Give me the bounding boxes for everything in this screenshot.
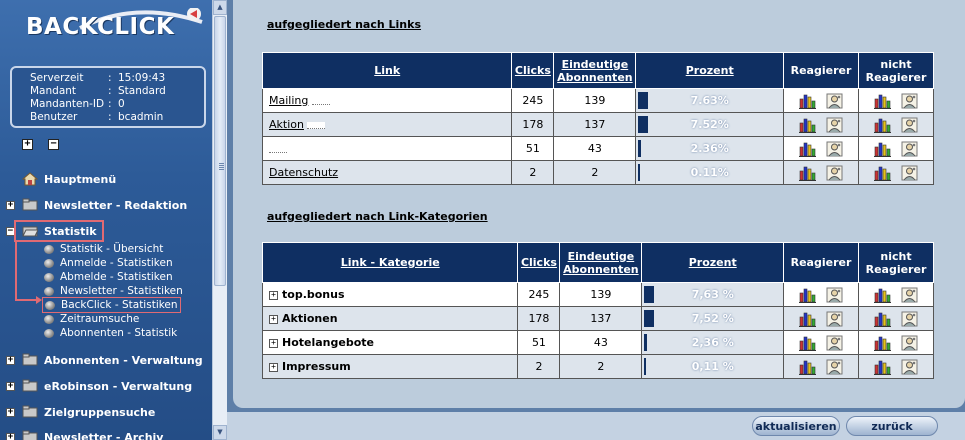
folder-icon <box>22 405 38 419</box>
folder-icon <box>22 198 38 212</box>
info-row-user: Benutzer : bcadmin <box>30 111 164 123</box>
unique-cell: 2 <box>554 161 636 185</box>
person-icon[interactable] <box>826 141 843 157</box>
person-icon[interactable] <box>901 93 918 109</box>
categories-table <box>262 242 934 379</box>
col-unique[interactable]: Eindeutige Abonnenten <box>560 243 642 283</box>
reacted-cell <box>784 307 859 331</box>
bar-chart-icon[interactable] <box>799 287 816 303</box>
sidebar-subitem-backclick-statistiken[interactable]: BackClick - Statistiken <box>42 297 181 313</box>
expand-icon[interactable]: + <box>269 363 278 372</box>
bar-chart-icon[interactable] <box>874 359 891 375</box>
bar-chart-icon[interactable] <box>799 165 816 181</box>
col-unique[interactable]: Eindeutige Abonnenten <box>554 53 636 89</box>
table-row <box>263 307 934 331</box>
table-row <box>263 137 934 161</box>
percent-value: 7,52 % <box>691 312 734 325</box>
percent-value: 7.63% <box>690 94 729 107</box>
redacted-text <box>312 98 330 105</box>
person-icon[interactable] <box>826 117 843 133</box>
expand-icon[interactable]: + <box>7 354 14 365</box>
info-row-client-id: Mandanten-ID : 0 <box>30 98 125 110</box>
person-icon[interactable] <box>901 165 918 181</box>
table-row <box>263 283 934 307</box>
table-row <box>263 89 934 113</box>
bar-chart-icon[interactable] <box>799 335 816 351</box>
person-icon[interactable] <box>901 359 918 375</box>
collapse-all-button[interactable]: − <box>48 139 59 150</box>
not-reacted-cell <box>859 161 934 185</box>
unique-cell: 139 <box>560 283 642 307</box>
unique-cell: 137 <box>560 307 642 331</box>
info-row-server-time: Serverzeit : 15:09:43 <box>30 72 166 84</box>
clicks-cell: 2 <box>512 161 554 185</box>
bar-chart-icon[interactable] <box>874 335 891 351</box>
clicks-cell: 51 <box>512 137 554 161</box>
sidebar-scrollbar[interactable] <box>212 0 227 440</box>
unique-cell: 139 <box>554 89 636 113</box>
disk-icon <box>44 259 54 268</box>
person-icon[interactable] <box>826 335 843 351</box>
reacted-cell <box>784 137 859 161</box>
clicks-cell: 178 <box>512 113 554 137</box>
category-cell[interactable]: + Impressum <box>263 355 518 379</box>
categories-section-title: aufgegliedert nach Link-Kategorien <box>267 210 488 223</box>
scroll-down-icon[interactable]: ▼ <box>213 425 227 440</box>
reacted-cell <box>784 355 859 379</box>
person-icon[interactable] <box>826 287 843 303</box>
link-cell[interactable]: Aktion <box>263 113 512 137</box>
clicks-cell: 245 <box>512 89 554 113</box>
scroll-up-icon[interactable]: ▲ <box>213 0 227 15</box>
logo-text: BACKCLICK <box>26 14 175 40</box>
sidebar-subitem-abonnenten-statistik[interactable]: Abonnenten - Statistik <box>44 326 177 340</box>
bar-chart-icon[interactable] <box>799 117 816 133</box>
bar-chart-icon[interactable] <box>874 141 891 157</box>
clicks-cell: 2 <box>518 355 560 379</box>
unique-cell: 43 <box>560 331 642 355</box>
main-content-panel <box>233 0 965 408</box>
refresh-button[interactable]: aktualisieren <box>752 416 840 436</box>
expand-all-button[interactable]: + <box>22 139 33 150</box>
expand-icon[interactable]: + <box>7 199 14 210</box>
sidebar-subitem-abmelde-statistiken[interactable]: Abmelde - Statistiken <box>44 270 173 284</box>
table-row <box>263 161 934 185</box>
category-cell[interactable]: + Hotelangebote <box>263 331 518 355</box>
percent-value: 7,63 % <box>691 288 734 301</box>
sidebar-subitem-zeitraumsuche[interactable]: Zeitraumsuche <box>44 312 139 326</box>
bar-chart-icon[interactable] <box>799 359 816 375</box>
person-icon[interactable] <box>901 141 918 157</box>
reacted-cell <box>784 113 859 137</box>
unique-cell: 137 <box>554 113 636 137</box>
person-icon[interactable] <box>826 93 843 109</box>
percent-cell <box>642 283 784 307</box>
reacted-cell <box>784 89 859 113</box>
percent-cell <box>636 113 784 137</box>
percent-value: 2,36 % <box>691 336 734 349</box>
highlight-frame <box>14 220 104 242</box>
expand-icon[interactable]: + <box>269 291 278 300</box>
reacted-cell <box>784 161 859 185</box>
disk-icon <box>44 273 54 282</box>
info-row-client: Mandant : Standard <box>30 85 166 97</box>
disk-icon <box>45 301 55 310</box>
col-reacted: Reagierer <box>784 53 859 89</box>
clicks-cell: 51 <box>518 331 560 355</box>
not-reacted-cell <box>858 283 933 307</box>
not-reacted-cell <box>858 331 933 355</box>
clicks-cell: 245 <box>518 283 560 307</box>
bar-chart-icon[interactable] <box>874 93 891 109</box>
folder-icon <box>22 430 38 440</box>
percent-value: 7.52% <box>690 118 729 131</box>
percent-cell <box>642 331 784 355</box>
not-reacted-cell <box>858 355 933 379</box>
unique-cell: 43 <box>554 137 636 161</box>
highlight-arrow-icon <box>14 240 44 304</box>
bar-chart-icon[interactable] <box>874 287 891 303</box>
bar-chart-icon[interactable] <box>799 311 816 327</box>
person-icon[interactable] <box>901 117 918 133</box>
not-reacted-cell <box>858 307 933 331</box>
not-reacted-cell <box>859 113 934 137</box>
disk-icon <box>44 287 54 296</box>
percent-cell <box>642 355 784 379</box>
percent-value: 0.11% <box>690 166 729 179</box>
links-table <box>262 52 934 185</box>
sidebar-subitem-newsletter-statistiken[interactable]: Newsletter - Statistiken <box>44 284 183 298</box>
collapse-icon[interactable]: − <box>7 225 14 236</box>
reacted-cell <box>784 283 859 307</box>
links-section-title: aufgegliedert nach Links <box>267 18 422 31</box>
person-icon[interactable] <box>826 165 843 181</box>
sidebar-subitem-anmelde-statistiken[interactable]: Anmelde - Statistiken <box>44 256 173 270</box>
person-icon[interactable] <box>901 311 918 327</box>
expand-icon[interactable]: + <box>7 431 14 440</box>
percent-value: 0,11 % <box>691 360 734 373</box>
col-percent[interactable]: Prozent <box>636 53 784 89</box>
expand-icon[interactable]: + <box>269 315 278 324</box>
disk-icon <box>44 245 54 254</box>
col-reacted: Reagierer <box>784 243 859 283</box>
sidebar-subitem-statistik-uebersicht[interactable]: Statistik - Übersicht <box>44 242 163 256</box>
home-icon <box>22 172 38 186</box>
bar-chart-icon[interactable] <box>874 311 891 327</box>
category-cell[interactable]: + Aktionen <box>263 307 518 331</box>
expand-icon[interactable]: + <box>7 380 14 391</box>
table-row <box>263 355 934 379</box>
table-row <box>263 113 934 137</box>
scroll-thumb[interactable] <box>214 16 226 286</box>
percent-cell <box>636 161 784 185</box>
person-icon[interactable] <box>826 311 843 327</box>
col-not-reacted: nicht Reagierer <box>859 53 934 89</box>
grip-icon <box>219 163 224 171</box>
folder-icon <box>22 353 38 367</box>
not-reacted-cell <box>859 89 934 113</box>
col-clicks[interactable]: Clicks <box>512 53 554 89</box>
link-cell[interactable] <box>263 137 512 161</box>
percent-cell <box>642 307 784 331</box>
reacted-cell <box>784 331 859 355</box>
category-cell[interactable]: + top.bonus <box>263 283 518 307</box>
redacted-text <box>307 122 325 129</box>
folder-icon <box>22 379 38 393</box>
col-category[interactable]: Link - Kategorie <box>263 243 518 283</box>
backclick-logo <box>26 8 206 52</box>
percent-cell <box>636 137 784 161</box>
redacted-text <box>269 146 287 153</box>
person-icon[interactable] <box>826 359 843 375</box>
link-cell[interactable]: Datenschutz <box>263 161 512 185</box>
col-percent[interactable]: Prozent <box>642 243 784 283</box>
col-not-reacted: nicht Reagierer <box>858 243 933 283</box>
expand-icon[interactable]: + <box>7 406 14 417</box>
person-icon[interactable] <box>901 335 918 351</box>
sidebar: BACKCLICK Serverzeit : 15:09:43 Mandant : Standard Mandanten-ID : 0 Benutzer : bcadmin + − Hauptmenü + Newsletter - Redaktion − Statistik Statistik - Übersicht Anmelde - Statistiken Abmelde - Statistiken Newsletter - Statistiken BackClick - Statistiken Zeitraumsuche Abonnenten - Statistik + Abonnenten - Verwaltung + eRobinson - Verwaltung + Zielgruppensuche + Newsletter - Archiv <box>0 0 212 440</box>
back-button[interactable]: zurück <box>846 416 938 436</box>
bar-chart-icon[interactable] <box>874 165 891 181</box>
person-icon[interactable] <box>901 287 918 303</box>
session-info-box <box>10 66 206 128</box>
not-reacted-cell <box>859 137 934 161</box>
disk-icon <box>44 315 54 324</box>
main-frame <box>227 0 965 440</box>
col-link[interactable]: Link <box>263 53 512 89</box>
col-clicks[interactable]: Clicks <box>518 243 560 283</box>
percent-value: 2.36% <box>690 142 729 155</box>
expand-icon[interactable]: + <box>269 339 278 348</box>
bar-chart-icon[interactable] <box>799 93 816 109</box>
bar-chart-icon[interactable] <box>874 117 891 133</box>
link-cell[interactable]: Mailing <box>263 89 512 113</box>
clicks-cell: 178 <box>518 307 560 331</box>
percent-cell <box>636 89 784 113</box>
unique-cell: 2 <box>560 355 642 379</box>
bar-chart-icon[interactable] <box>799 141 816 157</box>
table-row <box>263 331 934 355</box>
disk-icon <box>44 329 54 338</box>
